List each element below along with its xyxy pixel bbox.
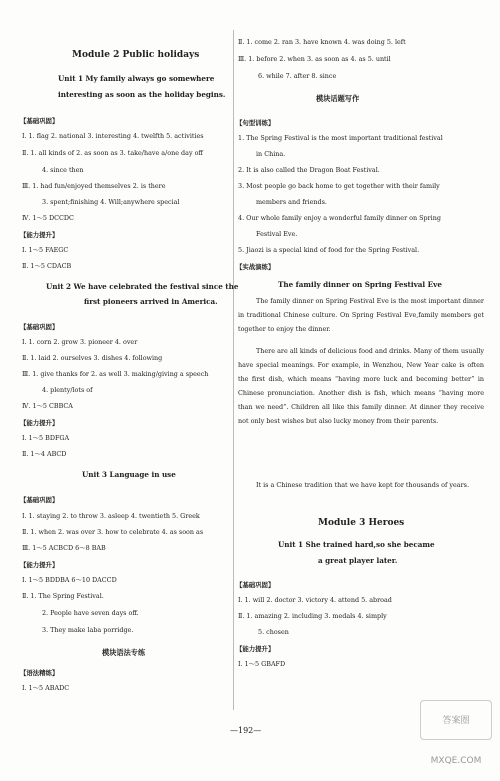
tag-basic-m3: 【基础巩固】	[236, 581, 275, 589]
answer-line: Ⅱ. 1. The Spring Festival.	[22, 592, 104, 600]
m3-unit1-title-line1: Unit 1 She trained hard,so she became	[278, 540, 435, 549]
sentence-line: 5. Jiaozi is a special kind of food for the Spring Festival.	[238, 246, 420, 254]
answer-line: Ⅲ. 1. had fun/enjoyed themselves 2. is there	[22, 182, 166, 190]
answer-line: 4. since then	[42, 166, 84, 174]
answer-line: Ⅰ. 1. will 2. doctor 3. victory 4. attend 5. abroad	[238, 596, 392, 604]
tag-ability-m3: 【能力提升】	[236, 645, 275, 653]
answer-line: Ⅲ. 1～5 ACBCD 6～8 BAB	[22, 544, 106, 552]
answer-line: Ⅰ. 1. staying 2. to throw 3. asleep 4. twentieth 5. Greek	[22, 512, 200, 520]
answer-line: Ⅱ. 1～4 ABCD	[22, 450, 67, 458]
tag-basic-u3: 【基础巩固】	[20, 496, 59, 504]
answer-line: 3. They make laba porridge.	[42, 626, 134, 634]
sentence-line: members and friends.	[256, 198, 327, 206]
answer-line: Ⅲ. 1. give thanks for 2. as well 3. making/giving a speech	[22, 370, 209, 378]
sentence-line: 2. It is also called the Dragon Boat Festival.	[238, 166, 380, 174]
essay-paragraph-2: There are all kinds of delicious food and drinks. Many of them usually have special meanings. For example, in Wenzhou, New Year cake is often the first dish, which means “having more luck and becoming better” in Chinese pronunciation. Another dish is fish, which means “having more than we need”. Children all like this family dinner. At dinner they receive not only best wishes but also lucky money from their parents.	[238, 347, 484, 425]
unit1-title-line2: interesting as soon as the holiday begins.	[58, 90, 226, 99]
answer-line: Ⅰ. 1～5 BDDBA 6～10 DACCD	[22, 576, 117, 584]
answer-line: Ⅱ. 1. come 2. ran 3. have known 4. was doing 5. left	[238, 38, 406, 46]
essay-paragraph-1: The family dinner on Spring Festival Eve is the most important dinner in traditional Chinese culture. On Spring Festival Eve,family members get together to enjoy the dinner.	[238, 297, 484, 333]
answer-line: Ⅱ. 1. amazing 2. including 3. medals 4. simply	[238, 612, 387, 620]
tag-sentence: 【句型训练】	[236, 119, 275, 127]
sentence-line: 3. Most people go back home to get together with their family	[238, 182, 440, 190]
answer-line: Ⅰ. 1～5 BDFGA	[22, 434, 70, 442]
m3-unit1-title-line2: a great player later.	[318, 556, 398, 565]
page-number: —192—	[230, 726, 262, 735]
column-divider	[233, 30, 234, 710]
sentence-line: 4. Our whole family enjoy a wonderful family dinner on Spring	[238, 214, 441, 222]
answer-line: Ⅳ. 1～5 DCCDC	[22, 214, 74, 222]
answer-line: 5. chosen	[258, 628, 289, 636]
answer-line: 6. while 7. after 8. since	[258, 72, 337, 80]
tag-ability-u3: 【能力提升】	[20, 561, 59, 569]
tag-basic-u2: 【基础巩固】	[20, 323, 59, 331]
tag-ability-u2: 【能力提升】	[20, 419, 59, 427]
sentence-line: in China.	[256, 150, 286, 158]
answer-line: Ⅱ. 1. when 2. was over 3. how to celebrate 4. as soon as	[22, 528, 204, 536]
essay-paragraph-3: It is a Chinese tradition that we have kept for thousands of years.	[256, 481, 469, 489]
grammar-section-title: 模块语法专练	[102, 648, 146, 657]
tag-practice: 【实战演练】	[236, 263, 275, 271]
answer-line: 3. spent;finishing 4. Will;anywhere special	[42, 198, 180, 206]
answer-line: Ⅰ. 1. corn 2. grow 3. pioneer 4. over	[22, 338, 138, 346]
answer-line: 2. People have seven days off.	[42, 609, 139, 617]
watermark-logo: 答案圈 MXQE.COM	[420, 700, 492, 740]
module3-title: Module 3 Heroes	[318, 518, 405, 528]
unit2-title-line2: first pioneers arrived in America.	[84, 297, 218, 306]
answer-line: Ⅱ. 1. all kinds of 2. as soon as 3. take/have a/one day off	[22, 149, 203, 157]
unit3-title: Unit 3 Language in use	[82, 470, 176, 479]
tag-basic-u1: 【基础巩固】	[20, 117, 59, 125]
answer-line: Ⅱ. 1. laid 2. ourselves 3. dishes 4. following	[22, 354, 163, 362]
answer-line: Ⅳ. 1～5 CBBCA	[22, 402, 73, 410]
essay-title: The family dinner on Spring Festival Eve	[278, 280, 442, 289]
answer-line: Ⅰ. 1～5 GBAFD	[238, 660, 286, 668]
sentence-line: 1. The Spring Festival is the most important traditional festival	[238, 134, 443, 142]
sentence-line: Festival Eve.	[256, 230, 298, 238]
tag-grammar: 【语法精练】	[20, 669, 59, 677]
answer-line: 4. plenty/lots of	[42, 386, 93, 394]
module2-title: Module 2 Public holidays	[72, 50, 200, 60]
answer-line: Ⅰ. 1～5 FAEGC	[22, 246, 69, 254]
answer-line: Ⅱ. 1～5 CDACB	[22, 262, 72, 270]
tag-ability-u1: 【能力提升】	[20, 231, 59, 239]
unit1-title-line1: Unit 1 My family always go somewhere	[58, 74, 215, 83]
answer-line: Ⅰ. 1～5 ABADC	[22, 684, 70, 692]
answer-line: Ⅲ. 1. before 2. when 3. as soon as 4. as 5. until	[238, 55, 391, 63]
answer-line: Ⅰ. 1. flag 2. national 3. interesting 4. twelfth 5. activities	[22, 132, 204, 140]
writing-section-title: 模块话题写作	[316, 94, 360, 103]
unit2-title-line1: Unit 2 We have celebrated the festival since the	[46, 282, 239, 291]
